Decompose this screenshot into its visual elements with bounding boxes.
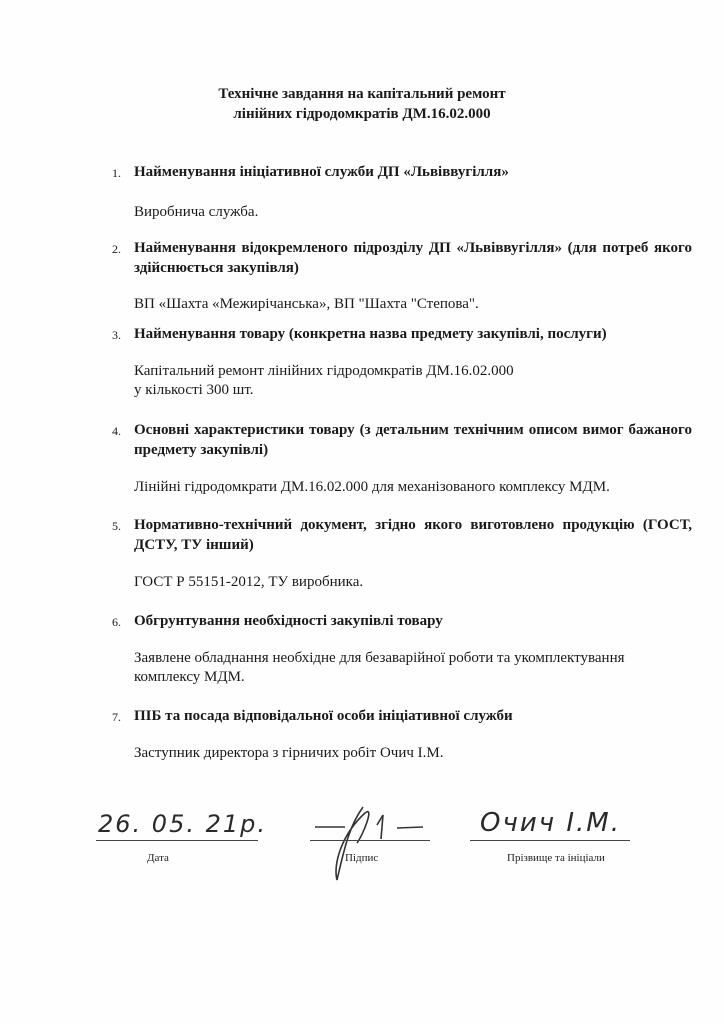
section-title: ПІБ та посада відповідальної особи ініціативної служби — [134, 708, 513, 724]
handwritten-name: Очич І.М. — [480, 808, 621, 838]
label-signature: Підпис — [345, 852, 379, 864]
section-number: 5. — [112, 519, 121, 533]
handwritten-date: 26. 05. 21р. — [98, 810, 267, 838]
signature-image — [305, 795, 425, 890]
section-1-body: Виробнича служба. — [134, 204, 259, 220]
section-number: 4. — [112, 424, 121, 438]
section-number: 2. — [112, 242, 121, 256]
section-title: Найменування відокремленого підрозділу ДП «Львіввугілля» (для потреб якого здійснюється закупівля) — [134, 240, 692, 276]
date-line — [96, 840, 258, 841]
section-number: 6. — [112, 615, 121, 629]
section-title: Нормативно-технічний документ, згідно якого виготовлено продукцію (ГОСТ, ДСТУ, ТУ інший) — [134, 517, 692, 553]
section-7-heading — [112, 706, 692, 726]
section-5-body: ГОСТ Р 55151-2012, ТУ виробника. — [134, 574, 364, 590]
section-2-heading — [112, 238, 692, 278]
section-title: Обгрунтування необхідності закупівлі товару — [134, 613, 443, 629]
section-3-body-line-1: Капітальний ремонт лінійних гідродомкратів ДМ.16.02.000 — [134, 363, 514, 379]
section-2-body: ВП «Шахта «Межирічанська», ВП "Шахта "Степова". — [134, 296, 479, 312]
section-1-heading — [112, 162, 692, 182]
document-title-line-1: Технічне завдання на капітальний ремонт — [218, 86, 506, 102]
section-number: 7. — [112, 710, 121, 724]
signature-block — [0, 800, 724, 880]
section-6-body: Заявлене обладнання необхідне для безаварійної роботи та укомплектування комплексу МДМ. — [134, 650, 625, 685]
section-7-body: Заступник директора з гірничих робіт Очич І.М. — [134, 745, 444, 761]
section-3-heading — [112, 324, 692, 344]
label-name: Прізвище та ініціали — [507, 852, 605, 864]
section-title: Найменування ініціативної служби ДП «Львіввугілля» — [134, 164, 509, 180]
label-date: Дата — [147, 852, 169, 864]
section-4-heading — [112, 420, 692, 460]
document-title-line-2: лінійних гідродомкратів ДМ.16.02.000 — [233, 106, 491, 122]
section-title: Найменування товару (конкретна назва предмету закупівлі, послуги) — [134, 326, 607, 342]
section-3-body-line-2: у кількості 300 шт. — [134, 382, 254, 398]
section-number: 1. — [112, 166, 121, 180]
name-line — [470, 840, 630, 841]
section-number: 3. — [112, 328, 121, 342]
section-4-body: Лінійні гідродомкрати ДМ.16.02.000 для механізованого комплексу МДМ. — [134, 479, 610, 495]
section-5-heading — [112, 515, 692, 555]
section-title: Основні характеристики товару (з детальним технічним описом вимог бажаного предмету закупівлі) — [134, 422, 692, 458]
section-6-heading — [112, 611, 692, 631]
signature-line — [310, 840, 430, 841]
